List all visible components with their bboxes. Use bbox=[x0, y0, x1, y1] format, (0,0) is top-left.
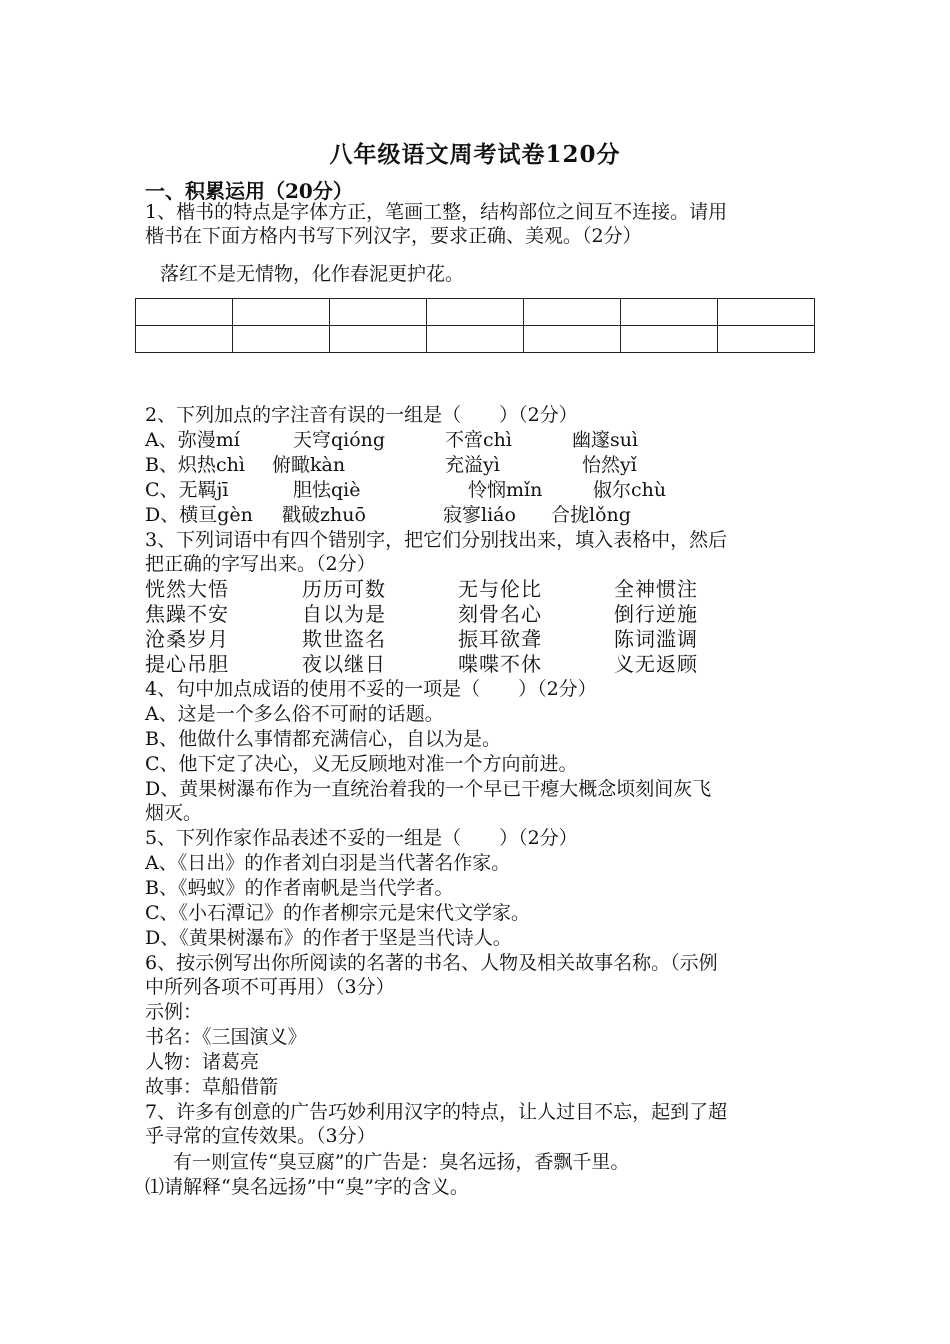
q7-ad-text: 有一则宣传“臭豆腐”的广告是：臭名远扬，香飘千里。 bbox=[173, 1151, 630, 1173]
grid-cell[interactable] bbox=[718, 326, 815, 353]
grid-cell[interactable] bbox=[621, 326, 718, 353]
q4-option-a: A、这是一个多么俗不可耐的话题。 bbox=[145, 703, 444, 725]
q5-stem: 5、下列作家作品表述不妥的一组是（ ）（2分） bbox=[145, 827, 578, 849]
q6-person: 人物：诸葛亮 bbox=[145, 1051, 260, 1073]
writing-grid bbox=[135, 298, 815, 353]
q3-text-line1: 3、下列词语中有四个错别字，把它们分别找出来，填入表格中，然后 bbox=[145, 529, 728, 551]
q3-text-line2: 把正确的字写出来。（2分） bbox=[145, 553, 376, 575]
q3-idiom: 自以为是 bbox=[302, 602, 386, 626]
q3-idiom: 刻骨名心 bbox=[458, 602, 542, 626]
q2-option: C、无羁jī bbox=[145, 479, 229, 501]
q5-option-d: D、《黄果树瀑布》的作者于坚是当代诗人。 bbox=[145, 927, 512, 949]
grid-cell[interactable] bbox=[427, 326, 524, 353]
q3-idiom: 陈词滥调 bbox=[614, 627, 698, 651]
q2-option: 怡然yǐ bbox=[582, 454, 637, 476]
q3-idiom: 历历可数 bbox=[302, 577, 386, 601]
grid-cell[interactable] bbox=[136, 326, 233, 353]
q3-idiom: 无与伦比 bbox=[458, 577, 542, 601]
q2-option: B、炽热chì bbox=[145, 454, 245, 476]
q3-idiom: 喋喋不休 bbox=[458, 652, 542, 676]
q1-text-line1: 1、楷书的特点是字体方正，笔画工整，结构部位之间互不连接。请用 bbox=[145, 201, 728, 223]
q1-text-line2: 楷书在下面方格内书写下列汉字，要求正确、美观。（2分） bbox=[145, 225, 642, 247]
q5-option-b: B、《蚂蚁》的作者南帆是当代学者。 bbox=[145, 877, 454, 899]
q6-example-label: 示例： bbox=[145, 1001, 203, 1023]
grid-cell[interactable] bbox=[233, 299, 330, 326]
q2-option: 天穹qióng bbox=[293, 429, 386, 451]
q2-option: A、弥漫mí bbox=[145, 429, 240, 451]
q4-option-b: B、他做什么事情都充满信心，自以为是。 bbox=[145, 728, 501, 750]
q2-option: 俶尔chù bbox=[593, 479, 667, 501]
q4-option-c: C、他下定了决心，义无反顾地对准一个方向前进。 bbox=[145, 753, 578, 775]
q2-option: 合拢lǒng bbox=[551, 504, 631, 526]
q2-option: 戳破zhuō bbox=[282, 504, 366, 526]
q2-option: 怜悯mǐn bbox=[468, 479, 543, 501]
q5-option-a: A、《日出》的作者刘白羽是当代著名作家。 bbox=[145, 852, 511, 874]
q6-story: 故事：草船借箭 bbox=[145, 1076, 279, 1098]
q2-stem: 2、下列加点的字注音有误的一组是（ ）（2分） bbox=[145, 404, 578, 426]
grid-cell[interactable] bbox=[427, 299, 524, 326]
q4-option-d-cont: 烟灭。 bbox=[145, 802, 203, 824]
section-heading: 一、积累运用（20分） bbox=[145, 179, 353, 203]
q7-text-line1: 7、许多有创意的广告巧妙利用汉字的特点，让人过目不忘，起到了超 bbox=[145, 1101, 728, 1123]
grid-cell[interactable] bbox=[330, 299, 427, 326]
grid-cell[interactable] bbox=[524, 326, 621, 353]
grid-cell[interactable] bbox=[233, 326, 330, 353]
q2-option: 俯瞰kàn bbox=[272, 454, 346, 476]
q3-idiom: 沧桑岁月 bbox=[145, 627, 229, 651]
q4-stem: 4、句中加点成语的使用不妥的一项是（ ）（2分） bbox=[145, 678, 597, 700]
q2-option: 充溢yì bbox=[445, 454, 500, 476]
q3-idiom: 倒行逆施 bbox=[614, 602, 698, 626]
q3-idiom: 义无返顾 bbox=[614, 652, 698, 676]
q3-idiom: 欺世盗名 bbox=[302, 627, 386, 651]
q2-option: D、横亘gèn bbox=[145, 504, 253, 526]
q2-option: 不啻chì bbox=[445, 429, 512, 451]
q3-idiom: 振耳欲聋 bbox=[458, 627, 542, 651]
q3-idiom: 焦躁不安 bbox=[145, 602, 229, 626]
q2-option: 胆怯qiè bbox=[293, 479, 361, 501]
grid-cell[interactable] bbox=[621, 299, 718, 326]
q4-option-d: D、黄果树瀑布作为一直统治着我的一个早已干瘪大概念顷刻间灰飞 bbox=[145, 778, 712, 800]
q2-option: 幽邃suì bbox=[572, 429, 639, 451]
q7-subquestion-1: ⑴请解释“臭名远扬”中“臭”字的含义。 bbox=[145, 1176, 469, 1198]
q7-text-line2: 乎寻常的宣传效果。（3分） bbox=[145, 1125, 376, 1147]
q3-idiom: 夜以继日 bbox=[302, 652, 386, 676]
q1-sentence: 落红不是无情物，化作春泥更护花。 bbox=[160, 263, 465, 285]
q3-idiom: 提心吊胆 bbox=[145, 652, 229, 676]
page-title: 八年级语文周考试卷120分 bbox=[329, 141, 621, 168]
q6-text-line1: 6、按示例写出你所阅读的名著的书名、人物及相关故事名称。（示例 bbox=[145, 952, 718, 974]
grid-cell[interactable] bbox=[524, 299, 621, 326]
q6-book: 书名：《三国演义》 bbox=[145, 1026, 307, 1048]
q3-idiom: 全神惯注 bbox=[614, 577, 698, 601]
q6-text-line2: 中所列各项不可再用）（3分） bbox=[145, 976, 395, 998]
q5-option-c: C、《小石潭记》的作者柳宗元是宋代文学家。 bbox=[145, 902, 531, 924]
grid-cell[interactable] bbox=[136, 299, 233, 326]
grid-cell[interactable] bbox=[718, 299, 815, 326]
q3-idiom: 恍然大悟 bbox=[145, 577, 229, 601]
grid-cell[interactable] bbox=[330, 326, 427, 353]
q2-option: 寂寥liáo bbox=[443, 504, 516, 526]
